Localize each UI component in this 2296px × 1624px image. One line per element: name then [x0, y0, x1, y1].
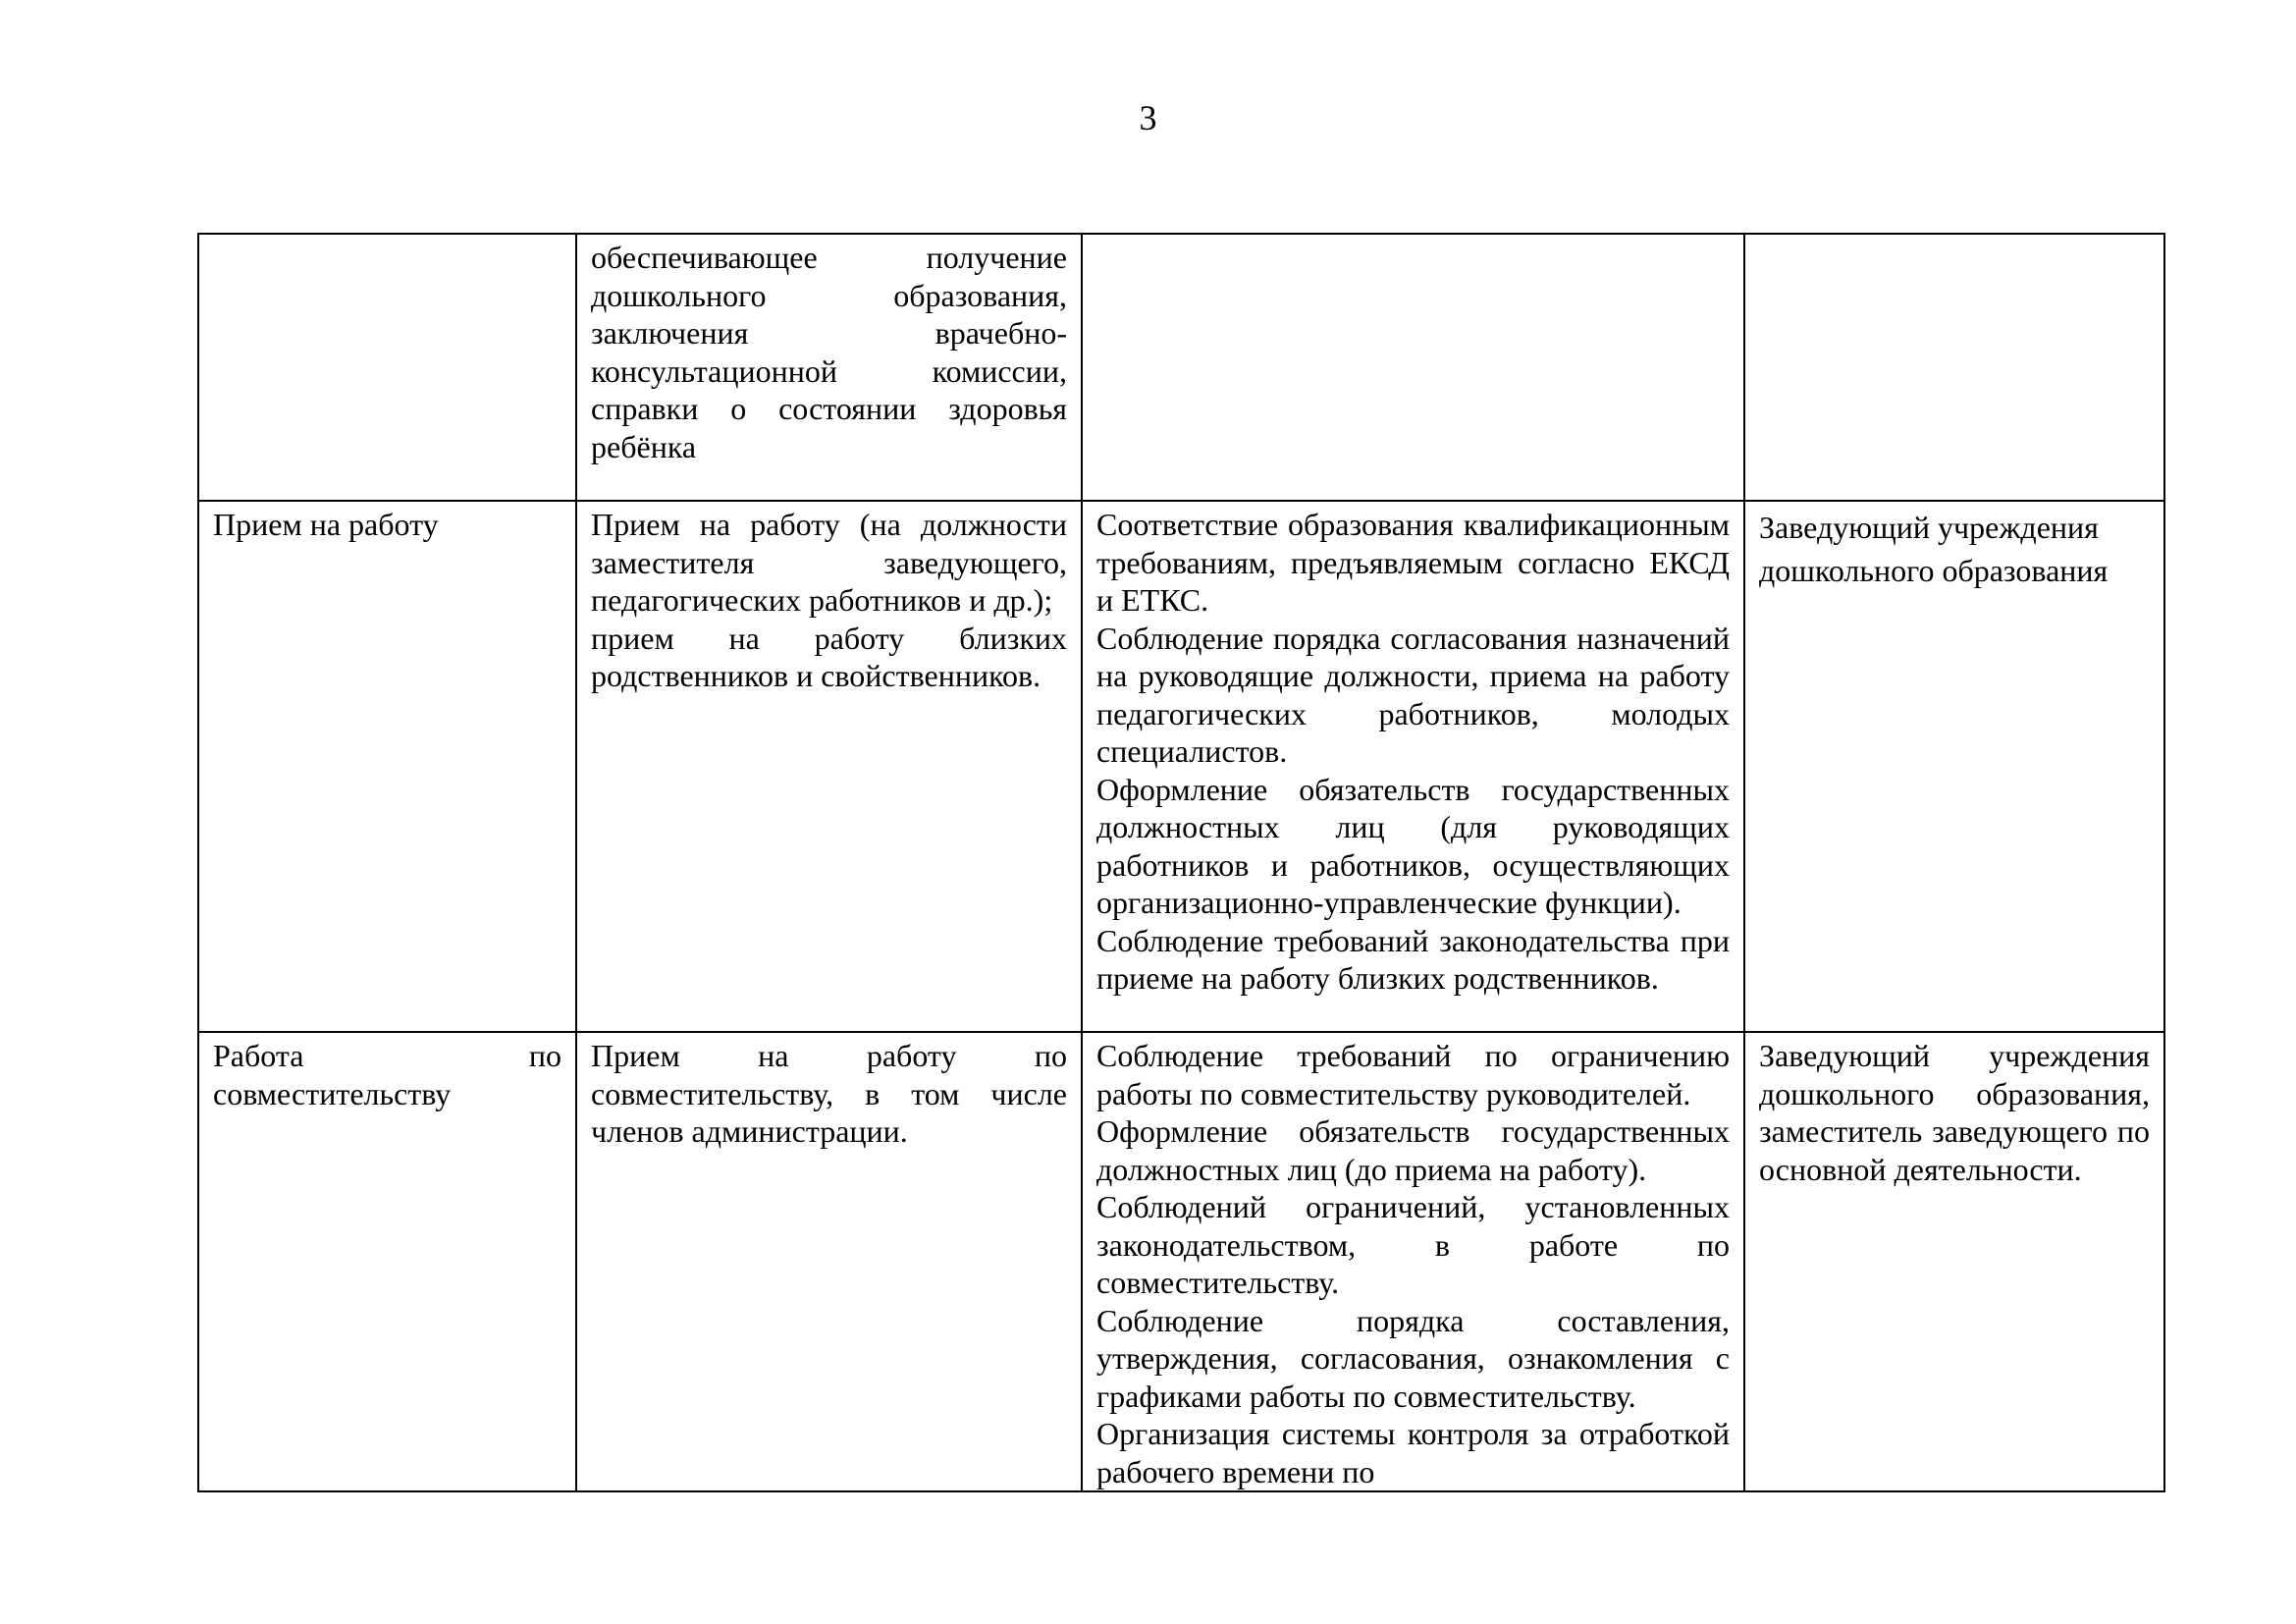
- table-row: [198, 1032, 2164, 1491]
- table-cell-risk: [576, 1032, 1082, 1491]
- table-cell-activity: [198, 234, 576, 501]
- measure-text: Соблюдение порядка согласования назначений на руководящие должности, приема на работу педагогических работников, молодых специалистов.: [1096, 620, 1730, 769]
- measure-text: Соответствие образования квалификационным требованиям, предъявляемым согласно ЕКСД и ЕТКС.: [1096, 507, 1730, 618]
- risk-text: прием на работу близких родственников и свойственников.: [591, 620, 1067, 693]
- table-cell-responsible: [1744, 501, 2164, 1032]
- table-cell-activity: [198, 1032, 576, 1491]
- measure-text: Соблюдение требований законодательства при приеме на работу близких родственников.: [1096, 922, 1730, 996]
- table-cell-measures: [1082, 1032, 1744, 1491]
- activity-text: Работа по совместительству: [213, 1038, 561, 1111]
- risk-text: Прием на работу (на должности заместителя заведующего, педагогических работников и др.);: [591, 507, 1067, 618]
- measure-text: Соблюдение требований по ограничению работы по совместительству руководителей.: [1096, 1038, 1730, 1111]
- table-cell-risk: [576, 234, 1082, 501]
- table-row: [198, 501, 2164, 1032]
- responsible-text: Заведующий учреждения дошкольного образования: [1759, 510, 2109, 588]
- table-cell-responsible: [1744, 1032, 2164, 1491]
- table-row: [198, 234, 2164, 501]
- measure-text: Организация системы контроля за отработкой рабочего времени по: [1096, 1416, 1730, 1489]
- table-cell-measures: [1082, 501, 1744, 1032]
- responsible-text: Заведующий учреждения дошкольного образования, заместитель заведующего по основной деятельности.: [1759, 1038, 2150, 1187]
- table-cell-risk: [576, 501, 1082, 1032]
- activity-text: Прием на работу: [213, 507, 439, 542]
- risk-text: Прием на работу по совместительству, в том числе членов администрации.: [591, 1038, 1067, 1149]
- table-cell-measures: [1082, 234, 1744, 501]
- table-cell-responsible: [1744, 234, 2164, 501]
- document-table: [197, 233, 2165, 1492]
- measure-text: Оформление обязательств государственных должностных лиц (до приема на работу).: [1096, 1113, 1730, 1187]
- risk-text: обеспечивающее получение дошкольного образования, заключения врачебно-консультационной комиссии, справки о состоянии здоровья ребёнка: [591, 240, 1067, 464]
- measure-text: Соблюдений ограничений, установленных законодательством, в работе по совместительству.: [1096, 1189, 1730, 1300]
- page-number: 3: [1139, 98, 1157, 137]
- measure-text: Соблюдение порядка составления, утверждения, согласования, ознакомления с графиками работы по совместительству.: [1096, 1302, 1730, 1414]
- table-cell-activity: [198, 501, 576, 1032]
- measure-text: Оформление обязательств государственных должностных лиц (для руководящих работников и работников, осуществляющих организационно-управленческие функции).: [1096, 771, 1730, 920]
